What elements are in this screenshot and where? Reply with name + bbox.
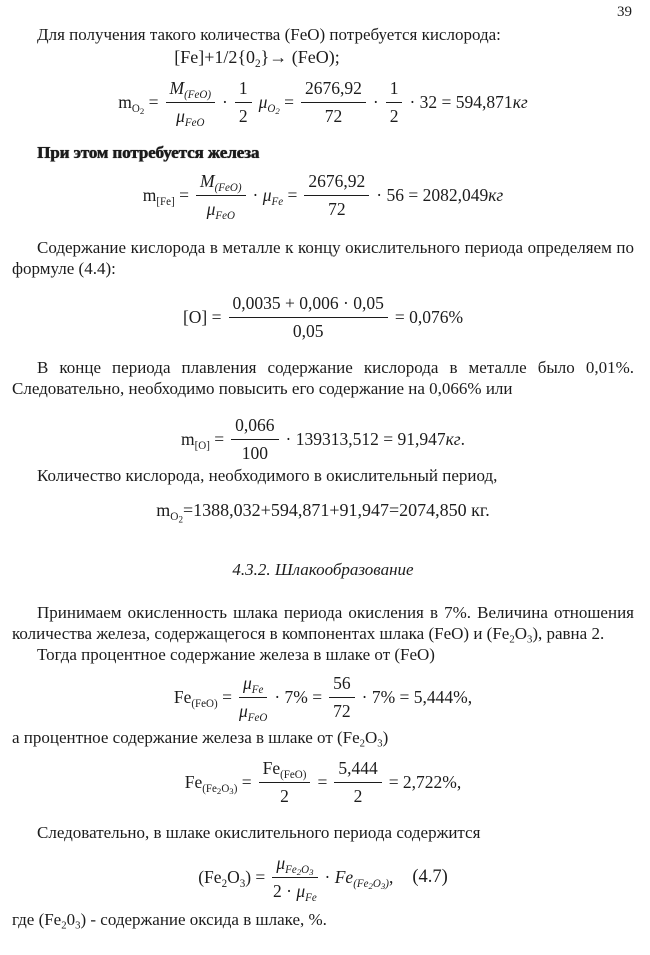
paragraph-where-definition: где $(Fe_20_3)$ - содержание оксида в шлаке, %. [12, 910, 327, 932]
formula-rhs: · 7% = 5,444%, [361, 687, 473, 707]
fraction: $\frac{1}{2}$ [386, 76, 403, 128]
multiply-dot: · [222, 92, 228, 112]
formula-mid: $\mu_{O_2}$ = [258, 92, 295, 117]
formula-lhs: [O] = [182, 307, 222, 327]
formula-fe-in-fe2o3 [12, 756, 634, 808]
formula-lhs: $Fe_{(FeO)}$ = [173, 687, 232, 710]
formula-rhs: = 0,076% [394, 307, 464, 327]
fraction: $\frac{0,0035 + 0,006 \cdot 0,05}{0,05}$ [229, 291, 388, 343]
formula-lhs: $m_{[Fe]}$ = [142, 185, 189, 208]
formula-rhs: · 56 = 2082,049кг [376, 185, 504, 205]
paragraph-melting-end: В конце периода плавления содержание кислорода в металле было 0,01%. Следовательно, необходимо повысить его содержание на 0,066% или [12, 358, 634, 398]
paragraph-therefore: Следовательно, в шлаке окислительного периода содержится [37, 823, 481, 842]
page-number: 39 [617, 4, 632, 20]
paragraph-oxygen-content: Содержание кислорода в металле к концу окислительного периода определяем по формуле (4.4): [12, 238, 634, 278]
fraction: $\frac{M_{(FeO)}}{\mu_{FeO}}$ [196, 169, 246, 221]
fraction: $\frac{2676,92}{72}$ [304, 169, 369, 221]
fraction: $\frac{M_{(FeO)}}{\mu_{FeO}}$ [166, 76, 216, 128]
equation-number: (4.7) [412, 867, 448, 887]
fraction: $\frac{0,066}{100}$ [231, 413, 278, 465]
multiply-dot: · [372, 92, 379, 112]
paragraph-then-feo: Тогда процентное содержание железа в шлаке от (FeO) [37, 645, 435, 664]
formula-rhs: · $Fe_{(Fe_2O_3)}$, [324, 867, 394, 892]
paragraph-and-fe2o3: а процентное содержание железа в шлаке от $(Fe_2O_3)$ [12, 728, 389, 750]
fraction: $\frac{5,444}{2}$ [334, 756, 381, 808]
paragraph-slag-intro: Принимаем окисленность шлака периода окисления в 7%. Величина отношения количества железа, содержащегося в компонентах шлака (FeO) и $(Fe_2O_3)$, равна 2. [12, 603, 634, 646]
formula-iron-mass [12, 169, 634, 221]
section-heading: 4.3.2. Шлакообразование [232, 560, 414, 579]
formula-rhs: · 32 = 594,871кг [409, 92, 528, 112]
formula-fe-in-feo [12, 671, 634, 723]
formula-fe2o3-content [12, 851, 634, 903]
formula-mid: · 7% = [274, 687, 323, 707]
fraction: $\frac{1}{2}$ [235, 76, 252, 128]
fraction: $\frac{\mu_{Fe_2O_3}}{2 \cdot \mu_{Fe}}$ [273, 853, 317, 904]
formula-mid: · $\mu_{Fe}$ = [252, 185, 298, 208]
formula-rhs: · 139313,512 = 91,947кг. [285, 429, 465, 449]
formula-lhs: $m_{O_2}$ = [118, 92, 159, 117]
paragraph-oxygen-needed: Для получения такого количества (FeO) потребуется кислорода: [37, 25, 501, 44]
paragraph-oxygen-amount: Количество кислорода, необходимого в окислительный период, [37, 466, 498, 485]
formula-mid: = [317, 772, 328, 792]
formula-rhs: = 2,722%, [388, 772, 462, 792]
formula-oxygen-raise-mass [12, 413, 634, 465]
paragraph-iron-needed: При этом потребуется железа [37, 143, 260, 162]
fraction: $\frac{Fe_{(FeO)}}{2}$ [259, 756, 311, 808]
total-oxygen-equation: $m_{O_2}=1388,032+594,871+91,947=2074,850$ кг. [156, 500, 490, 525]
reaction-equation: $[Fe]+1/2\{0_2\}\to (FeO)$; [174, 47, 340, 70]
formula-oxygen-percent [12, 291, 634, 343]
formula-lhs: $(Fe_2O_3)$ = [198, 867, 266, 890]
formula-oxygen-mass [12, 76, 634, 128]
formula-lhs: $Fe_{(Fe_2O_3)}$ = [184, 772, 252, 797]
fraction: $\frac{2676,92}{72}$ [301, 76, 366, 128]
fraction: $\frac{56}{72}$ [329, 671, 355, 723]
fraction: $\frac{\mu_{Fe}}{\mu_{FeO}}$ [238, 673, 268, 724]
formula-lhs: $m_{[O]}$ = [180, 429, 225, 452]
